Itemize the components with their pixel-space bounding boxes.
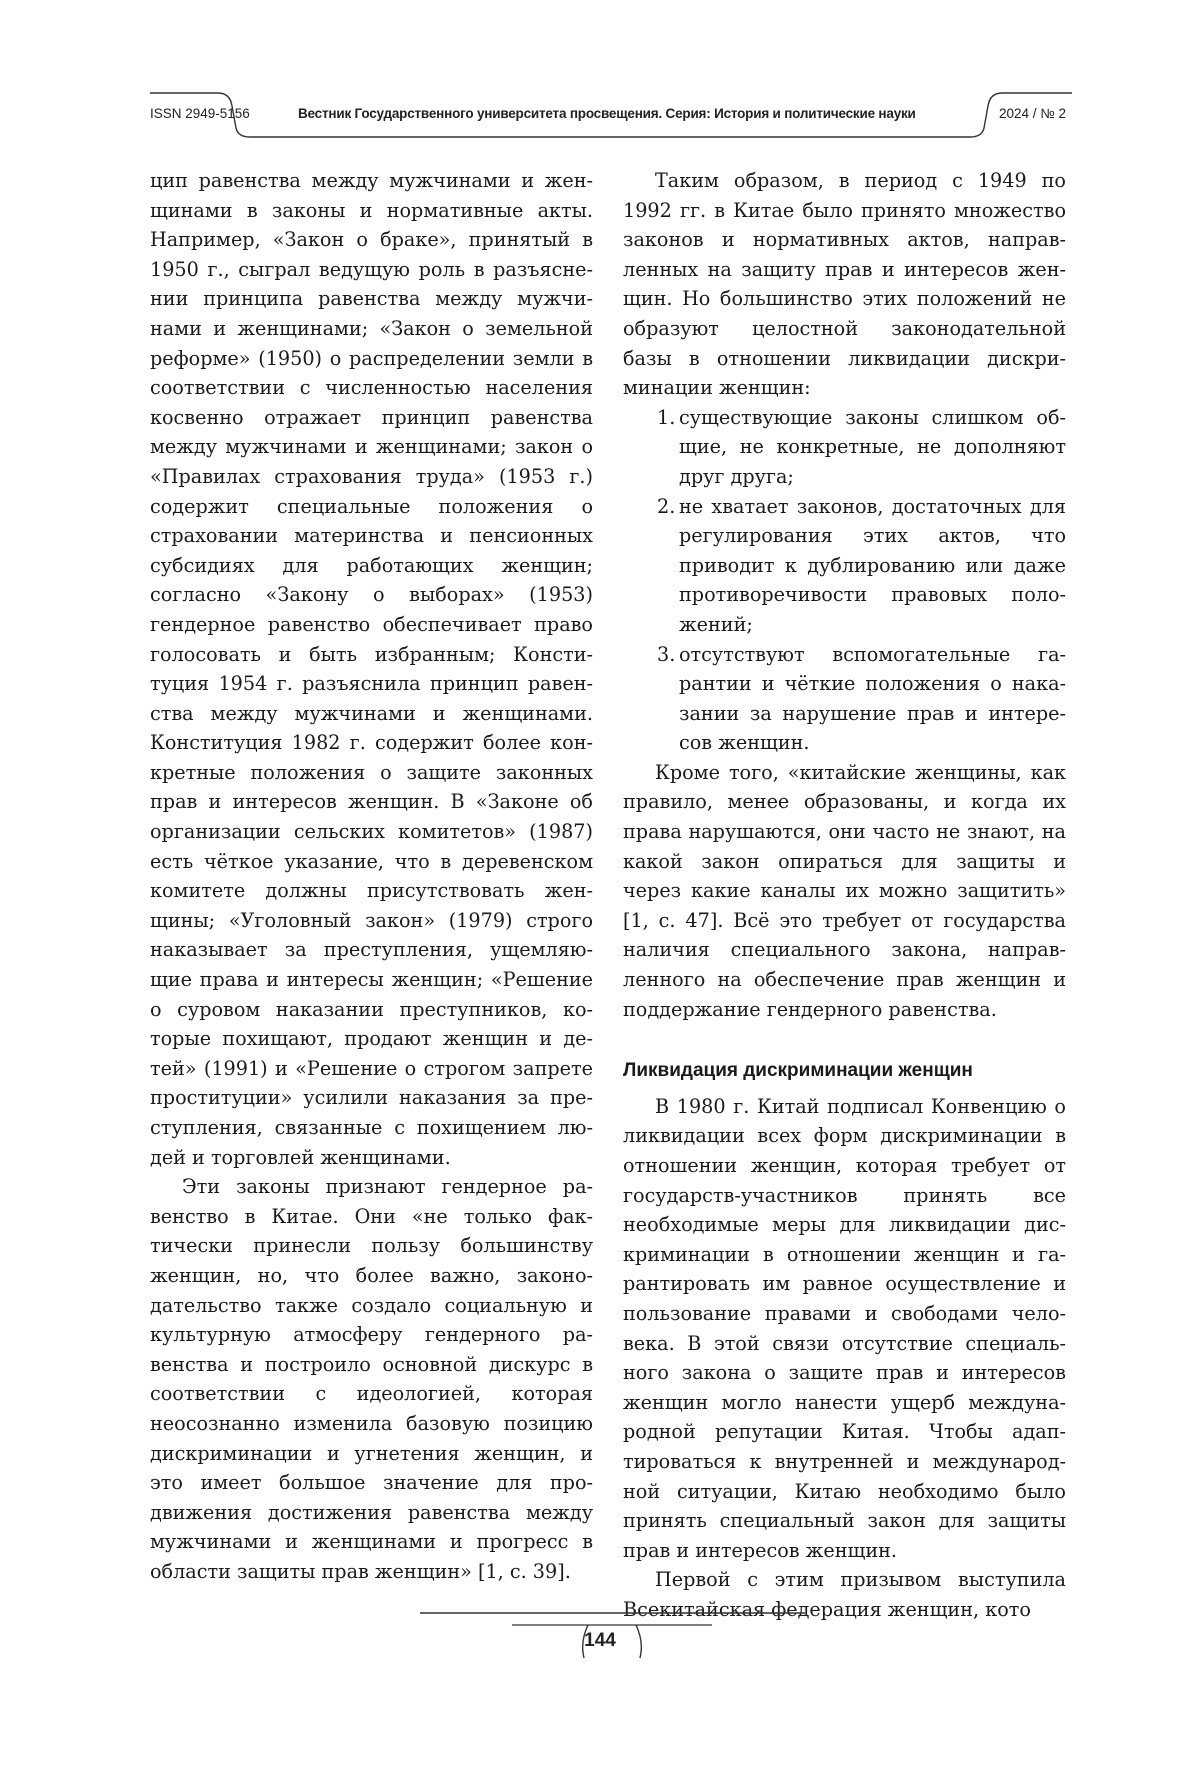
list-item-text: не хватает законов, достаточных для регулирования этих актов, что приводит к дублированию или даже противоречивости правовых положений; xyxy=(679,494,1066,636)
footer-ornament-lines xyxy=(0,1612,1200,1692)
section-heading: Ликвидация дискриминации женщин xyxy=(623,1060,973,1082)
issn-label: ISSN 2949-5156 xyxy=(150,106,250,121)
issue-label: 2024 / № 2 xyxy=(998,106,1066,121)
paragraph: В 1980 г. Китай подписал Конвенцию о ликвидации всех форм дискриминации в отношении женщин, которая требует от государств-участников принять все необходимые меры для ликвидации дискриминации в отношении женщин и гарантировать им равное осуществление и пользование правами и свободами человека. В этой связи отсутствие специального закона о защите прав и интересов женщин могло нанести ущерб международной репутации Китая. Чтобы адаптироваться к внутренней и международной ситуации, Китаю необходимо было принять специальный закон для защиты прав и интересов женщин. xyxy=(623,1094,1066,1562)
list-item xyxy=(657,492,1066,640)
numbered-list xyxy=(623,403,1066,758)
list-item xyxy=(657,640,1066,758)
paragraph: Таким образом, в период с 1949 по 1992 гг. в Китае было принято множество законов и нормативных актов, направленных на защиту прав и интересов женщин. Но большинство этих положений не образуют целостной законодательной базы в отношении ликвидации дискриминации женщин: xyxy=(623,169,1066,400)
paragraph: Первой с этим призывом выступила Всекитайская федерация женщин, кото xyxy=(623,1568,1066,1621)
running-header xyxy=(150,92,1072,140)
right-column xyxy=(623,166,1066,1625)
page-number: 144 xyxy=(584,1630,616,1651)
list-item-text: отсутствуют вспомогательные гарантии и чёткие положения о наказании за нарушение прав и интересов женщин. xyxy=(679,642,1066,755)
list-number: 1. xyxy=(657,405,676,429)
list-number: 2. xyxy=(657,494,676,518)
list-number: 3. xyxy=(657,642,676,666)
page-footer xyxy=(0,1612,1200,1692)
journal-title: Вестник Государственного университета просвещения. Серия: История и политические науки xyxy=(298,106,916,121)
paragraph: Эти законы признают гендерное равенство в Китае. Они «не только фактически принесли пользу большинству женщин, но, что более важно, законодательство также создало социальную и культурную атмосферу гендерного равенства и построило основной дискурс в соответствии с идеологией, которая неосознанно изменила базовую позицию дискриминации и угнетения женщин, и это имеет большое значение для продвижения достижения равенства между мужчинами и женщинами и прогресс в области защиты прав женщин» [1, с. 39]. xyxy=(150,1175,593,1583)
paragraph: цип равенства между мужчинами и женщинами в законы и нормативные акты. Например, «Закон о браке», принятый в 1950 г., сыграл ведущую роль в разъяснении принципа равенства между мужчинами и женщинами; «Закон о земельной реформе» (1950) о распределении земли в соответствии с численностью населения косвенно отражает принцип равенства между мужчинами и женщинами; закон о «Правилах страхования труда» (1953 г.) содержит специальные положения о страховании материнства и пенсионных субсидиях для работающих женщин; согласно «Закону о выборах» (1953) гендерное равенство обеспечивает право голосовать и быть избранным; Конституция 1954 г. разъяснила принцип равенства между мужчинами и женщинами. Конституция 1982 г. содержит более конкретные положения о защите законных прав и интересов женщин. В «Законе об организации сельских комитетов» (1987) есть чёткое указание, что в деревенском комитете должны присутствовать женщины; «Уголовный закон» (1979) строго наказывает за преступления, ущемляющие права и интересы женщин; «Решение о суровом наказании преступников, которые похищают, продают женщин и детей» (1991) и «Решение о строгом запрете проституции» усилили наказания за преступления, связанные с похищением людей и торговлей женщинами. xyxy=(150,169,593,1169)
list-item-text: существующие законы слишком общие, не конкретные, не дополняют друг друга; xyxy=(679,405,1066,488)
paragraph: Кроме того, «китайские женщины, как правило, менее образованы, и когда их права нарушаются, они часто не знают, на какой закон опираться для защиты и через какие каналы их можно защитить» [1, с. 47]. Всё это требует от государства наличия специального закона, направленного на обеспечение прав женщин и поддержание гендерного равенства. xyxy=(623,760,1066,1021)
list-item xyxy=(657,403,1066,492)
left-column xyxy=(150,166,593,1587)
